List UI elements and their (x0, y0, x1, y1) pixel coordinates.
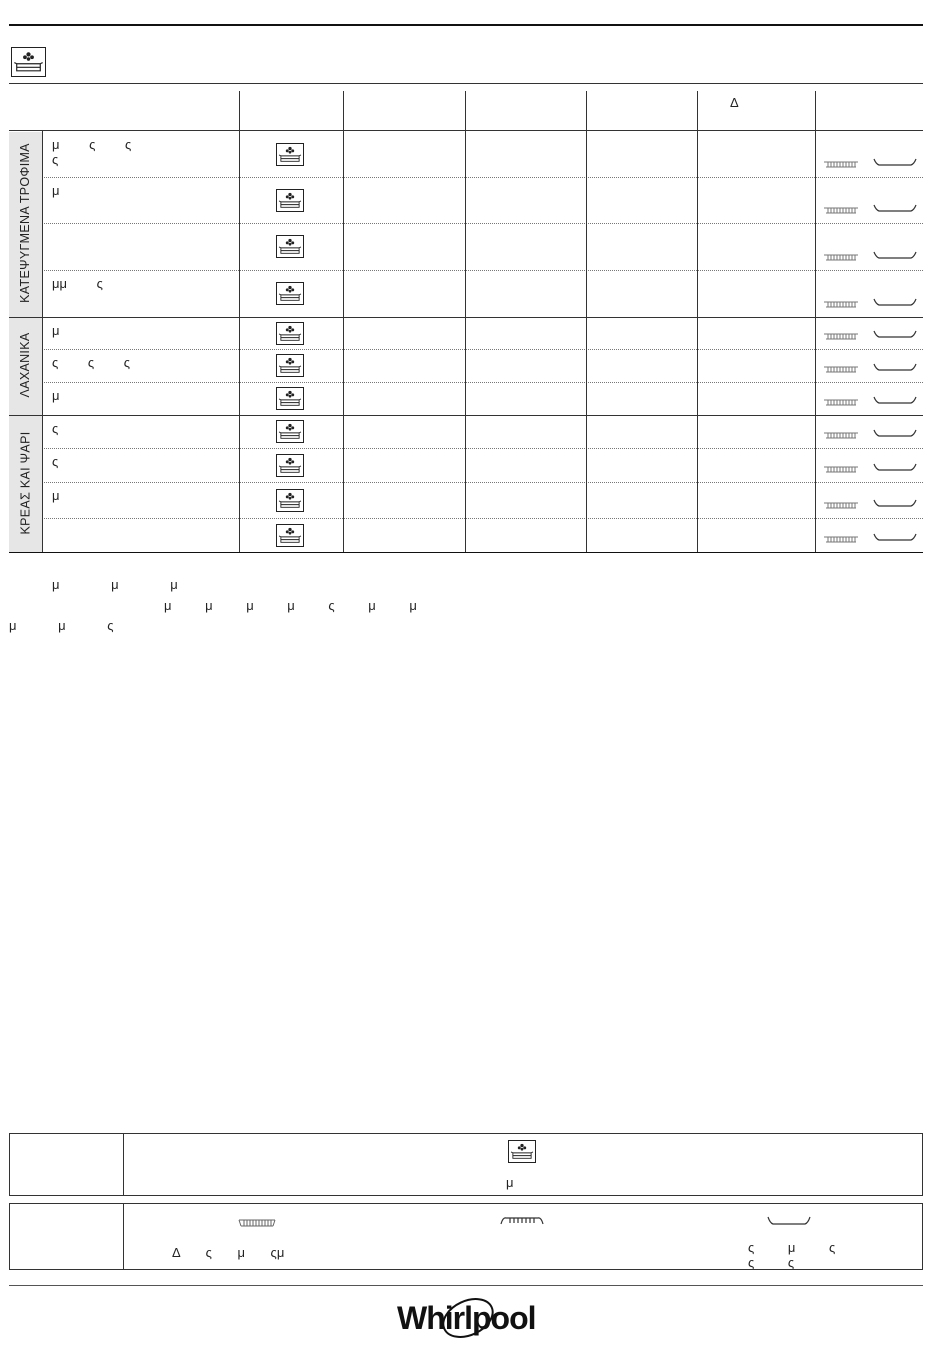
row-separator (42, 482, 923, 483)
food-label: μ (52, 488, 60, 503)
header-cell-delta: Δ (730, 95, 739, 110)
food-label: μ (52, 183, 60, 198)
bottom-rule (9, 1285, 923, 1286)
wire-shelf-icon (823, 253, 859, 262)
fan-forced-icon (276, 143, 304, 166)
food-label: μ (52, 323, 60, 338)
drip-tray-icon (873, 395, 917, 405)
whirlpool-logo (394, 1296, 539, 1344)
wire-shelf-icon (823, 535, 859, 544)
note-line-2: μ μ μ μ ς μ μ (164, 598, 417, 613)
drip-tray-icon (873, 250, 917, 260)
row-separator (42, 177, 923, 178)
baking-tray-icon (500, 1215, 544, 1227)
drip-tray-icon (873, 157, 917, 167)
brand-text: Whirlpool (397, 1300, 536, 1336)
legend-fan-forced-icon (508, 1140, 536, 1163)
category-separator (9, 317, 923, 318)
row-separator (42, 223, 923, 224)
fan-forced-icon (276, 189, 304, 212)
top-rule (9, 24, 923, 26)
column-divider (42, 131, 43, 552)
fan-forced-icon (276, 489, 304, 512)
category-separator (9, 415, 923, 416)
row-separator (42, 349, 923, 350)
fan-forced-icon (276, 282, 304, 305)
drip-tray-icon (873, 362, 917, 372)
legend-accessory-caption-3: ς μ ς ς ς (748, 1240, 836, 1270)
food-label: μ (52, 388, 60, 403)
drip-tray-icon (873, 203, 917, 213)
note-line-3: μ μ ς (9, 618, 114, 633)
table-bottom-rule (9, 552, 923, 553)
wire-shelf-icon (823, 160, 859, 169)
row-separator (42, 518, 923, 519)
legend-function-caption: μ (506, 1175, 514, 1190)
food-label: μ ς ς ς (52, 137, 132, 167)
column-divider (815, 91, 816, 552)
header-bottom-rule (9, 130, 923, 131)
wire-shelf-icon (823, 501, 859, 510)
column-divider (343, 91, 344, 552)
column-divider (586, 91, 587, 552)
fan-forced-icon (276, 322, 304, 345)
fan-forced-icon (276, 524, 304, 547)
drip-tray-icon (873, 297, 917, 307)
fan-forced-icon (276, 454, 304, 477)
drip-tray-icon (873, 428, 917, 438)
fan-forced-icon (276, 235, 304, 258)
wire-shelf-icon (238, 1218, 276, 1228)
category-label: ΚΑΤΕΨΥΓΜΕΝΑ ΤΡΟΦΙΜΑ (18, 143, 32, 303)
fan-forced-icon (276, 354, 304, 377)
wire-shelf-icon (823, 206, 859, 215)
header-rule (9, 83, 923, 84)
column-divider (239, 91, 240, 552)
category-label: ΛΑΧΑΝΙΚΑ (18, 332, 32, 398)
drip-tray-icon (767, 1215, 811, 1227)
food-label: ς (52, 454, 59, 469)
wire-shelf-icon (823, 431, 859, 440)
legend-functions (9, 1133, 923, 1196)
legend-accessory-caption-1: Δ ς μ ςμ (172, 1245, 285, 1260)
drip-tray-icon (873, 329, 917, 339)
wire-shelf-icon (823, 332, 859, 341)
row-separator (42, 270, 923, 271)
column-divider (465, 91, 466, 552)
drip-tray-icon (873, 498, 917, 508)
row-separator (42, 382, 923, 383)
drip-tray-icon (873, 532, 917, 542)
wire-shelf-icon (823, 300, 859, 309)
drip-tray-icon (873, 462, 917, 472)
row-separator (42, 448, 923, 449)
fan-forced-icon (276, 420, 304, 443)
fan-forced-icon (276, 387, 304, 410)
food-label: μμ ς (52, 276, 103, 291)
wire-shelf-icon (823, 465, 859, 474)
column-divider (697, 91, 698, 552)
food-label: ς (52, 421, 59, 436)
category-label: ΚΡΕΑΣ ΚΑΙ ΨΑΡΙ (18, 431, 32, 534)
fan-forced-icon (11, 47, 46, 77)
note-line-1: μ μ μ (52, 577, 178, 592)
table-header (9, 91, 923, 131)
food-label: ς ς ς (52, 355, 131, 370)
wire-shelf-icon (823, 398, 859, 407)
wire-shelf-icon (823, 365, 859, 374)
